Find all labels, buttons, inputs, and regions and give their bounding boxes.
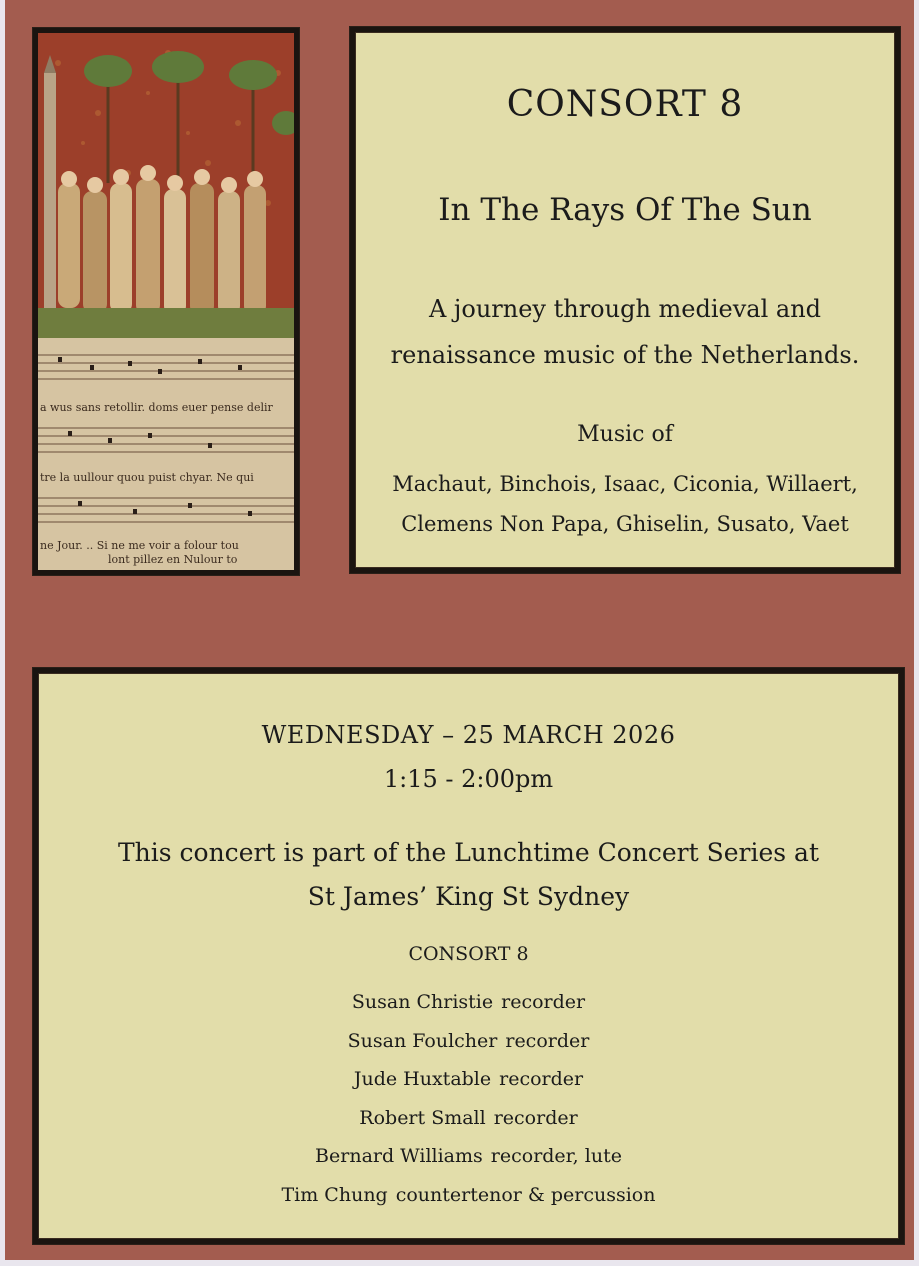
composers-line-1: Machaut, Binchois, Isaac, Ciconia, Willaert,: [392, 472, 858, 496]
header-panel: [350, 27, 900, 573]
event-panel: [33, 668, 904, 1244]
composers-line-2: Clemens Non Papa, Ghiselin, Susato, Vaet: [401, 512, 849, 536]
composers-list: [365, 464, 885, 544]
manuscript-image: [38, 33, 294, 570]
description-line-1: A journey through medieval and: [428, 295, 822, 323]
member-name: Robert Small: [359, 1106, 486, 1129]
event-time: 1:15 - 2:00pm: [383, 765, 554, 793]
ensemble-title: CONSORT 8: [506, 84, 744, 125]
member-role: recorder: [499, 1068, 584, 1090]
concert-title: In The Rays Of The Sun: [438, 192, 812, 228]
concert-description: [375, 286, 875, 378]
description-line-2: renaissance music of the Netherlands.: [390, 341, 860, 369]
member-name: Bernard Williams: [315, 1145, 483, 1167]
manuscript-lyric-1: a wus sans retollir. doms euer pense delir: [40, 401, 273, 414]
members-list: [38, 983, 899, 1214]
member-name: Susan Christie: [351, 991, 494, 1013]
concert-series-info: [78, 831, 859, 919]
member-role: recorder: [505, 1029, 590, 1052]
event-date: WEDNESDAY – 25 MARCH 2026: [261, 721, 676, 749]
member-name: Tim Chung: [281, 1183, 388, 1206]
ensemble-name: CONSORT 8: [408, 943, 529, 965]
member-name: Susan Foulcher: [347, 1029, 498, 1052]
music-of-label: Music of: [577, 422, 673, 447]
member-role: recorder: [501, 991, 586, 1013]
member-role: countertenor & percussion: [395, 1183, 656, 1206]
manuscript-lyric-3: ne Jour. .. Si ne me voir a folour tou: [40, 539, 239, 552]
member-row: [38, 1137, 899, 1176]
member-row: [38, 983, 899, 1022]
member-row: [38, 1176, 899, 1215]
manuscript-lyric-4: lont pillez en Nulour to: [108, 553, 238, 566]
member-role: recorder, lute: [490, 1145, 622, 1167]
medieval-manuscript-illustration: [33, 28, 299, 575]
manuscript-lyric-2: tre la uullour quou puist chyar. Ne qui: [40, 471, 254, 484]
series-line-2: St James’ King St Sydney: [307, 882, 630, 911]
member-role: recorder: [493, 1106, 578, 1129]
member-row: [38, 1099, 899, 1138]
member-row: [38, 1060, 899, 1099]
member-row: [38, 1022, 899, 1061]
member-name: Jude Huxtable: [353, 1068, 492, 1090]
series-line-1: This concert is part of the Lunchtime Concert Series at: [117, 838, 819, 867]
